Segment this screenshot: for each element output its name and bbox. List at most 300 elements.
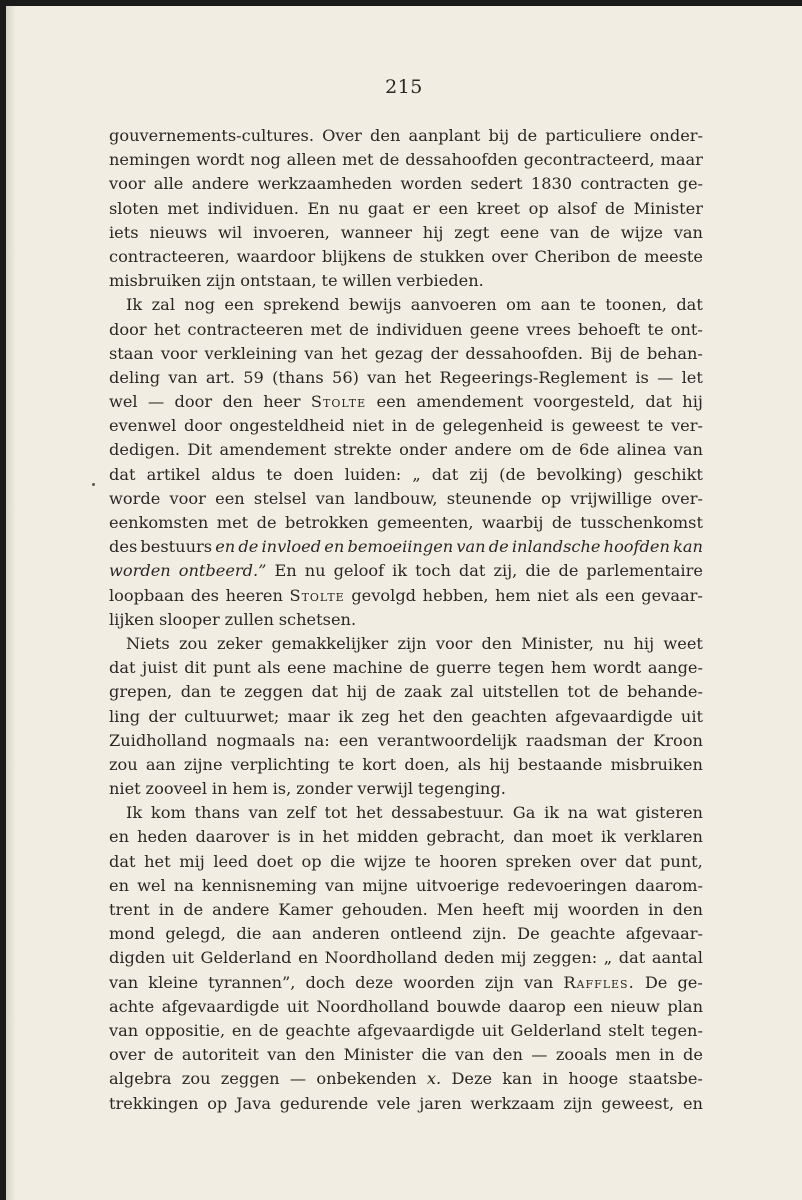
word: dat [458, 561, 486, 581]
word: en [324, 537, 345, 557]
word: het [355, 803, 383, 823]
word: willen [342, 271, 392, 291]
text-line [109, 995, 703, 1019]
word: Dit [187, 440, 213, 460]
word: hem [232, 779, 268, 799]
word: zeker [217, 633, 263, 653]
word: gemeenten, [376, 513, 474, 532]
word: deling [109, 367, 161, 387]
word: geachte [285, 1020, 351, 1040]
word: van [325, 875, 355, 895]
word: toch [415, 561, 451, 581]
word: te [579, 295, 596, 315]
word: der [148, 706, 177, 726]
text-line [109, 172, 703, 196]
word: den [481, 633, 512, 653]
word: oppositie, [144, 1020, 226, 1040]
word: nogmaals [216, 730, 296, 750]
word: dan [513, 827, 544, 847]
word: digden [109, 948, 166, 968]
word: een [438, 198, 469, 218]
word: 6de [579, 440, 610, 460]
text-line [109, 1067, 703, 1091]
word: zijn [484, 972, 514, 992]
word: Ga [512, 803, 536, 823]
word: mond [109, 924, 155, 944]
word: als [575, 585, 599, 605]
word: den [370, 126, 401, 145]
word: ik [544, 803, 560, 823]
text-line [109, 463, 703, 487]
word: contracteeren, [109, 246, 230, 266]
word: ge- [677, 174, 703, 194]
word: de [375, 682, 396, 702]
word: de [349, 319, 369, 339]
word: geweest [571, 416, 640, 436]
word: kort [362, 754, 397, 774]
margin-mark [92, 483, 95, 486]
word: zonder [296, 779, 353, 799]
word: Java [236, 1093, 271, 1113]
word: dat [109, 851, 136, 871]
word: dat [109, 464, 136, 484]
word: is [550, 416, 565, 436]
word: niet [537, 585, 569, 605]
word: van [524, 972, 554, 992]
word: zeg [361, 706, 390, 726]
word: Bij [590, 343, 613, 363]
word: heeren [225, 585, 283, 605]
word: de [414, 416, 435, 436]
word: als [457, 754, 481, 774]
word: gelegd, [165, 924, 226, 944]
word: afgevaardigde [161, 996, 280, 1016]
word: een [215, 488, 245, 508]
word: zijne [183, 754, 223, 774]
word: verkleining [204, 343, 298, 363]
word: bouwde [436, 996, 501, 1016]
word: Cheribon [534, 246, 611, 266]
text-line [109, 438, 703, 462]
word: kreet [476, 198, 521, 218]
word: van [248, 803, 278, 823]
word: aanvoeren [410, 295, 497, 315]
word: zou [109, 754, 138, 774]
word: die [236, 924, 262, 944]
word: de [517, 126, 538, 145]
text-line [109, 269, 703, 293]
word: werkzaamheden [257, 174, 392, 194]
text-line [109, 608, 703, 632]
word: hooge [568, 1069, 619, 1089]
word: die [330, 851, 356, 871]
text-line [109, 390, 703, 414]
word: te [414, 851, 431, 871]
word: de [183, 900, 204, 919]
word: kom [150, 803, 186, 823]
word: de [488, 537, 509, 557]
word: onder- [649, 126, 703, 145]
word: nieuws [149, 222, 208, 242]
word: mij [533, 900, 559, 919]
word: van [315, 488, 346, 508]
word: doet [256, 851, 293, 871]
word: trent [109, 900, 150, 919]
word: dessabestuur. [391, 803, 505, 823]
word: machine [332, 658, 403, 678]
word: individuen. [207, 198, 299, 218]
word: nog [250, 150, 281, 170]
word: hij [346, 682, 368, 702]
word: daarop [508, 996, 566, 1016]
word: Gelderland [200, 948, 292, 968]
word: de [619, 343, 640, 363]
word: van [673, 440, 703, 460]
word: wel [109, 392, 138, 412]
word: onder [399, 440, 447, 460]
word: eene [287, 658, 327, 678]
word: den [304, 1045, 336, 1065]
word: de [379, 150, 400, 170]
word: En [307, 198, 330, 218]
text-line [109, 632, 703, 656]
word: misbruiken [109, 271, 202, 291]
word: dat [676, 295, 703, 315]
word: worde [109, 488, 161, 508]
word: staan [109, 343, 154, 363]
word: weet [663, 633, 703, 653]
word: doch [305, 972, 346, 992]
word: de [683, 1045, 703, 1065]
word: grepen, [109, 682, 173, 702]
word: zegt [454, 222, 490, 242]
word: ik [338, 706, 354, 726]
word: en [682, 1093, 703, 1113]
word: parlementaire [586, 561, 703, 581]
word: met [310, 319, 342, 339]
word: een [573, 996, 603, 1016]
word: juist [142, 658, 178, 678]
word: gemakkelijker [271, 633, 389, 653]
word: hij [682, 392, 703, 412]
word: gebracht, [426, 827, 506, 847]
word: slooper [159, 609, 220, 629]
word: der [616, 730, 645, 750]
text-line [109, 221, 703, 245]
word: tegenging. [417, 779, 506, 799]
word: dessahoofden. [465, 343, 584, 363]
text-line [109, 535, 703, 559]
word: Raffles. [563, 972, 635, 992]
word: die [421, 1045, 447, 1065]
word: aan [540, 295, 571, 315]
word: midden [357, 827, 419, 847]
word: een [224, 295, 254, 315]
word: waarbij [481, 513, 544, 532]
word: de [258, 1020, 279, 1040]
word: kan [502, 1069, 533, 1089]
word: Ik [126, 803, 143, 823]
text-line [109, 777, 703, 801]
word: zullen [224, 609, 274, 629]
word: dat [645, 392, 672, 412]
word: aan [271, 924, 302, 944]
word: andere [454, 440, 512, 460]
word: sloten [109, 198, 159, 218]
word: algebra [109, 1069, 172, 1089]
word: De [517, 924, 540, 944]
word: niet [352, 416, 385, 436]
word: van [454, 1045, 485, 1065]
word: des [109, 537, 138, 557]
word: dat [618, 948, 646, 968]
word: ontleend [390, 924, 463, 944]
word: de [153, 1045, 174, 1065]
word: Stolte [310, 392, 367, 412]
page-number: 215 [385, 76, 423, 98]
word: lijken [109, 609, 155, 629]
word: achte [109, 996, 155, 1016]
word: artikel [146, 464, 201, 484]
word: nu [304, 561, 326, 581]
word: aldus [211, 464, 256, 484]
word: uit [286, 996, 309, 1016]
word: en [298, 948, 319, 968]
word: op [207, 1093, 228, 1113]
text-line [109, 1043, 703, 1067]
word: te [266, 464, 283, 484]
word: punt, [659, 851, 703, 871]
word: eenkomsten [109, 513, 209, 532]
word: individuen [376, 319, 463, 339]
word: stukken [419, 246, 485, 266]
text-line [109, 148, 703, 172]
text-line [109, 656, 703, 680]
word: in [391, 416, 408, 436]
word: en [109, 875, 130, 895]
page-gutter-shadow [6, 6, 16, 1200]
word: zijn [563, 1093, 593, 1113]
word: gevaar- [641, 585, 703, 605]
word: geachten [471, 706, 547, 726]
word: andere [212, 900, 270, 919]
word: geweest, [601, 1093, 675, 1113]
word: x. [426, 1069, 442, 1089]
word: schetsen. [278, 609, 357, 629]
word: geloof [333, 561, 385, 581]
word: zaak [404, 682, 442, 702]
word: anderen [312, 924, 380, 944]
word: nemingen [109, 150, 191, 170]
word: woorden [403, 972, 475, 992]
word: heeft [482, 900, 525, 919]
word: „ [603, 948, 613, 968]
word: zijn. [472, 924, 507, 944]
word: van [168, 367, 198, 387]
word: geene [469, 319, 520, 339]
word: daarover [195, 827, 270, 847]
word: zal [151, 295, 175, 315]
word: de [551, 440, 572, 460]
word: tegen [497, 658, 545, 678]
word: Over [322, 126, 362, 145]
word: doen [293, 464, 334, 484]
word: Noordholland [316, 996, 430, 1016]
word: wordt [196, 150, 245, 170]
word: dedigen. [109, 440, 180, 460]
text-line [109, 1019, 703, 1043]
word: stelsel [253, 488, 307, 508]
word: mijne [362, 875, 408, 895]
word: met [167, 198, 199, 218]
word: let [681, 367, 703, 387]
word: hebben, [422, 585, 489, 605]
word: zeggen [244, 682, 304, 702]
word: mij [500, 948, 527, 968]
word: — [147, 392, 165, 412]
word: plan [667, 996, 703, 1016]
word: des [190, 585, 219, 605]
word: is [277, 827, 291, 847]
word: over [109, 1045, 146, 1065]
text-line [109, 414, 703, 438]
word: gouvernements-cultures. [109, 126, 315, 145]
text-line [109, 971, 703, 995]
word: den [432, 706, 464, 726]
word: te [647, 416, 664, 436]
word: het [153, 319, 181, 339]
word: heden [137, 827, 188, 847]
word: Men [436, 900, 474, 919]
word: bewijs [349, 295, 402, 315]
word: dat [431, 464, 459, 484]
text-line [109, 559, 703, 583]
word: invoeren, [252, 222, 330, 242]
word: wijze [620, 222, 663, 242]
word: aantal [651, 948, 703, 968]
word: door [183, 416, 222, 436]
word: de [598, 682, 619, 702]
word: Minister [633, 198, 703, 218]
word: en [109, 827, 130, 847]
word: deze [355, 972, 394, 992]
word: het [404, 367, 432, 387]
word: vele [376, 1093, 411, 1113]
word: gezag [374, 343, 424, 363]
word: alsof [557, 198, 597, 218]
text-line [109, 124, 703, 148]
word: er [412, 198, 430, 218]
word: nog [184, 295, 215, 315]
word: Noordholland [324, 948, 438, 968]
word: met [342, 150, 374, 170]
word: ontbeerd.” [178, 561, 267, 581]
word: na: [304, 730, 330, 750]
word: dessahoofden [405, 150, 518, 170]
word: heer [263, 392, 301, 412]
word: meeste [644, 246, 703, 266]
word: als [257, 658, 281, 678]
text-line [109, 801, 703, 825]
word: guerre [435, 658, 492, 678]
text-line [109, 318, 703, 342]
word: te [647, 319, 664, 339]
word: tegen- [651, 1020, 703, 1040]
word: wat [596, 803, 627, 823]
word: geschikt [633, 464, 703, 484]
word: verwijl [357, 779, 414, 799]
word: verantwoordelijk [377, 730, 517, 750]
word: deden [443, 948, 495, 968]
word: bestaande [517, 754, 603, 774]
word: — [289, 1069, 307, 1089]
word: geachte [550, 924, 616, 944]
word: alinea [616, 440, 667, 460]
word: de [604, 198, 625, 218]
word: een [376, 392, 407, 412]
word: van [549, 222, 580, 242]
word: inlandsche [511, 537, 601, 557]
word: afgevaardigde [357, 1020, 475, 1040]
word: zeggen: [532, 948, 598, 968]
word: met [216, 513, 249, 532]
word: voorgesteld, [533, 392, 636, 412]
word: te [219, 682, 236, 702]
text-line [109, 850, 703, 874]
word: op [301, 851, 322, 871]
word: ge- [677, 972, 703, 992]
word: misbruiken [610, 754, 703, 774]
word: — [531, 1045, 548, 1065]
word: sprekend [263, 295, 340, 315]
word: te [338, 754, 355, 774]
word: mij [179, 851, 205, 871]
word: en [215, 537, 236, 557]
word: zal [450, 682, 474, 702]
word: zou [179, 633, 208, 653]
word: voor [169, 488, 206, 508]
word: zelf [286, 803, 316, 823]
word: dan [180, 682, 212, 702]
word: gelegenheid [442, 416, 544, 436]
word: invloed [261, 537, 322, 557]
text-line [109, 874, 703, 898]
text-line [109, 1092, 703, 1116]
word: zooals [555, 1045, 607, 1065]
word: tot [324, 803, 348, 823]
word: in [659, 1045, 675, 1065]
word: verplichting [230, 754, 330, 774]
word: afgevaar- [625, 924, 703, 944]
word: in [158, 900, 175, 919]
word: in [211, 779, 228, 799]
word: jaren [419, 1093, 462, 1113]
word: alle [153, 174, 184, 194]
word: wel [137, 875, 166, 895]
word: eene [500, 222, 540, 242]
word: Stolte [289, 585, 345, 605]
text-line [109, 197, 703, 221]
word: behoeft [578, 319, 641, 339]
word: op [528, 198, 549, 218]
word: maar [287, 706, 330, 726]
word: autoriteit [181, 1045, 259, 1065]
word: iets [109, 222, 139, 242]
word: aan [145, 754, 176, 774]
word: contracten [580, 174, 670, 194]
text-line [109, 487, 703, 511]
word: contracteeren [187, 319, 304, 339]
